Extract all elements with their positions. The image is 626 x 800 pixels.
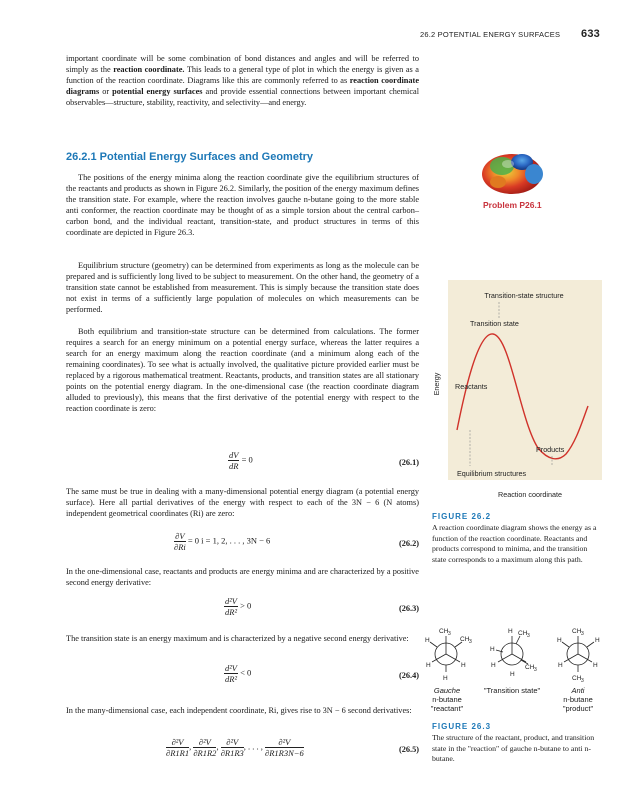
label-eq-structures: Equilibrium structures: [457, 469, 527, 478]
equation-number: (26.3): [398, 604, 419, 613]
newman-projections: [424, 622, 604, 692]
paragraph-6: The transition state is an energy maximum and is characterized by a negative second energy derivative:: [66, 634, 409, 643]
svg-text:CH: CH: [518, 630, 528, 637]
y-axis-label: Energy: [432, 372, 441, 396]
running-header: [420, 28, 600, 42]
newman-gauche: [425, 628, 472, 682]
newman-transition: [490, 628, 537, 678]
running-title: 26.2 POTENTIAL ENERGY SURFACES: [420, 30, 561, 39]
label-anti: Anti n-butane "product": [562, 686, 594, 713]
svg-text:H: H: [595, 637, 600, 644]
svg-text:H: H: [426, 662, 431, 669]
equation-number: (26.1): [398, 458, 419, 467]
svg-text:H: H: [443, 675, 448, 682]
paragraph-1: The positions of the energy minima along the reaction coordinate give the equilibrium structures of the reactants and products as shown in Figure 26.2. Similarly, the position of the energy maximum defines the transition state. For example, where the reaction involves gauche n-butane going to the more stable anti conformer, the reaction coordinate may be thought of as a simple torsion about the central carbon–carbon bond, and the individual reactant, transition-state, and product structures in terms of this coordinate are depicted in Figure 26.3.: [66, 173, 420, 238]
svg-text:H: H: [510, 671, 515, 678]
equation-number: (26.4): [398, 671, 419, 680]
paragraph-3: Both equilibrium and transition-state structure can be determined from calculations. The former requires a search for an energy minimum on a potential energy surface, whereas the latter requires a search for an energy maximum along the reaction coordinate (and a minimum along each of the remaining coordinates). To see what is actually involved, the qualitative picture provided earlier must be replaced by a rigorous mathematical treatment. Reactants, products, and transition states are all stationary points on the potential energy diagram. In the one-dimensional case (the reaction coordinate diagram alluded to previously), this means that the first derivative of the potential energy with respect to the reaction coordinate is zero:: [66, 327, 419, 414]
equation-26-5: $\frac{\text{∂²V}}{\partial R1R1}$ , $\frac{\text{∂²V}}{\partial R1R2}$ , $\frac{\text{∂²V}}{\partial R1R3}$ , . . . , $\frac{\text{∂²V}}{\partial R1R3N-6}$ (26.5): [166, 737, 419, 758]
svg-text:CH: CH: [572, 675, 582, 682]
svg-text:3: 3: [469, 639, 472, 645]
svg-text:CH: CH: [572, 628, 582, 635]
svg-text:H: H: [461, 662, 466, 669]
svg-text:3: 3: [581, 678, 584, 684]
electrostatic-potential-map: [478, 142, 550, 200]
equation-number: (26.5): [398, 745, 419, 754]
equation-26-2: $\frac{\partial V}{\partial Ri}$ = 0 i = 1, 2, . . . , 3N − 6 (26.2): [174, 531, 419, 552]
figure-26-3-heading: FIGURE 26.3: [432, 722, 492, 731]
section-heading: 26.2.1 Potential Energy Surfaces and Geometry: [66, 151, 314, 163]
figure-26-3-caption: The structure of the reactant, product, and transition state in the "reaction" of gauche n-butane to anti n-butane.: [432, 733, 595, 764]
svg-text:H: H: [491, 662, 496, 669]
figure-26-2-heading: FIGURE 26.2: [432, 512, 492, 521]
problem-label: Problem P26.1: [483, 200, 542, 210]
svg-text:3: 3: [527, 633, 530, 639]
svg-text:3: 3: [581, 631, 584, 637]
label-gauche: Gauche n-butane "reactant": [430, 686, 464, 713]
svg-text:CH: CH: [460, 636, 470, 643]
label-products: Products: [536, 445, 565, 454]
svg-text:H: H: [557, 637, 562, 644]
diagram-panel: [448, 280, 602, 480]
svg-text:3: 3: [448, 631, 451, 637]
label-transition: "Transition state": [483, 686, 541, 695]
svg-text:H: H: [490, 646, 495, 653]
paragraph-2: Equilibrium structure (geometry) can be determined from experiments as long as the molecule can be prepared and is sufficiently long lived to be subject to measurement. On the other hand, the geometry of a transition state cannot be established from measurement. This is simply because the transition state does not exist in terms of a sufficiently large population of molecules on which measurements can be performed.: [66, 261, 419, 315]
svg-text:3: 3: [534, 667, 537, 673]
equation-26-3: $\frac{\text{d²V}}{\text{dR²}}$ > 0 (26.3): [225, 596, 419, 617]
paragraph-5: In the one-dimensional case, reactants and products are energy minima and are characterized by a positive second energy derivative:: [66, 567, 419, 588]
reaction-coordinate-diagram: [430, 280, 602, 502]
svg-text:H: H: [508, 628, 513, 635]
page-number: 633: [581, 28, 600, 40]
svg-text:H: H: [425, 637, 430, 644]
intro-paragraph: important coordinate will be some combination of bond distances and angles and will be referred to simply as the reaction coordinate. This leads to a general type of plot in which the energy is given as a function of the reaction coordinate. Diagrams like this are commonly referred to as reaction coordinate diagrams or potential energy surfaces and provide essential connections between important chemical observables—structure, stability, reactivity, and selectivity—and energy.: [66, 54, 420, 108]
label-ts-structure: Transition-state structure: [484, 291, 564, 300]
svg-text:H: H: [558, 662, 563, 669]
paragraph-7: In the many-dimensional case, each independent coordinate, Ri, gives rise to 3N − 6 second derivatives:: [66, 706, 412, 715]
equation-26-1: $\frac{dV}{dR}$ = 0 (26.1): [229, 450, 419, 471]
paragraph-4: The same must be true in dealing with a many-dimensional potential energy diagram (a potential energy surface). Here all partial derivatives of the energy with respect to each of the 3N − 6 (N atoms) independent geometrical coordinates (Ri) are zero:: [66, 487, 419, 519]
label-reactants: Reactants: [455, 382, 488, 391]
newman-anti: [557, 628, 600, 684]
figure-26-2-caption: A reaction coordinate diagram shows the energy as a function of the reaction coordinate. Reactants and products correspond to minima, and the transition state corresponds to a maximum along this path.: [432, 523, 597, 564]
label-ts: Transition state: [470, 319, 519, 328]
svg-text:CH: CH: [525, 664, 535, 671]
equation-26-4: $\frac{\text{d²V}}{\text{dR²}}$ < 0 (26.4): [225, 663, 419, 684]
svg-text:CH: CH: [439, 628, 449, 635]
equation-number: (26.2): [398, 539, 419, 548]
x-axis-label: Reaction coordinate: [498, 490, 562, 499]
svg-text:H: H: [593, 662, 598, 669]
